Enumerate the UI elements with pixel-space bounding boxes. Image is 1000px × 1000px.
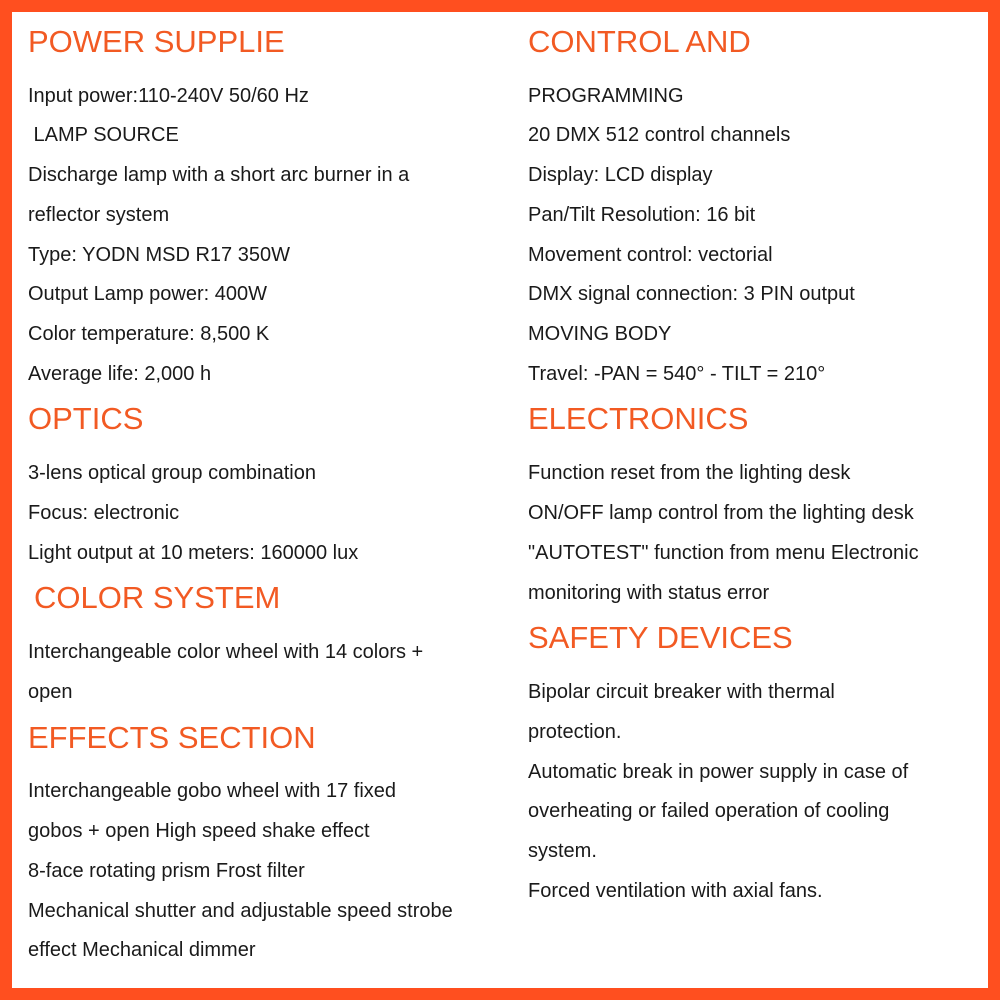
control-line-4: Pan/Tilt Resolution: 16 bit — [528, 204, 756, 226]
safety-line-1: Bipolar circuit breaker with thermal — [528, 681, 835, 703]
control-line-8: Travel: -PAN = 540° - TILT = 210° — [528, 363, 826, 385]
power-line-6: Output Lamp power: 400W — [28, 283, 268, 305]
effects-line-5: effect Mechanical dimmer — [28, 939, 256, 961]
color-line-1: Interchangeable color wheel with 14 colors + — [28, 641, 424, 663]
safety-line-5: system. — [528, 840, 597, 862]
control-line-2: 20 DMX 512 control channels — [528, 124, 791, 146]
electronics-line-2: ON/OFF lamp control from the lighting desk — [528, 502, 914, 524]
optics-line-1: 3-lens optical group combination — [28, 462, 316, 484]
effects-line-1: Interchangeable gobo wheel with 17 fixed — [28, 780, 397, 802]
electronics-line-3: "AUTOTEST" function from menu Electronic — [528, 542, 919, 564]
power-line-7: Color temperature: 8,500 K — [28, 323, 270, 345]
power-line-2: LAMP SOURCE — [28, 124, 179, 146]
power-line-3: Discharge lamp with a short arc burner in a — [28, 164, 410, 186]
safety-line-3: Automatic break in power supply in case of — [528, 761, 909, 783]
heading-power-supplie: POWER SUPPLIE — [28, 24, 285, 59]
power-line-5: Type: YODN MSD R17 350W — [28, 244, 290, 266]
electronics-line-4: monitoring with status error — [528, 582, 770, 604]
control-line-3: Display: LCD display — [528, 164, 713, 186]
heading-control: CONTROL AND — [528, 24, 751, 59]
control-line-7: MOVING BODY — [528, 323, 672, 345]
heading-color-system: COLOR SYSTEM — [34, 580, 281, 615]
control-line-5: Movement control: vectorial — [528, 244, 773, 266]
heading-safety-devices: SAFETY DEVICES — [528, 620, 793, 655]
optics-line-2: Focus: electronic — [28, 502, 180, 524]
safety-line-6: Forced ventilation with axial fans. — [528, 880, 823, 902]
power-line-1: Input power:110-240V 50/60 Hz — [28, 85, 309, 107]
effects-line-3: 8-face rotating prism Frost filter — [28, 860, 305, 882]
effects-line-4: Mechanical shutter and adjustable speed strobe — [28, 900, 453, 922]
color-line-2: open — [28, 681, 73, 703]
heading-optics: OPTICS — [28, 401, 144, 436]
heading-electronics: ELECTRONICS — [528, 401, 749, 436]
control-line-1: PROGRAMMING — [528, 85, 684, 107]
power-line-4: reflector system — [28, 204, 170, 226]
optics-line-3: Light output at 10 meters: 160000 lux — [28, 542, 359, 564]
safety-line-4: overheating or failed operation of cooling — [528, 800, 890, 822]
power-line-8: Average life: 2,000 h — [28, 363, 212, 385]
control-line-6: DMX signal connection: 3 PIN output — [528, 283, 855, 305]
effects-line-2: gobos + open High speed shake effect — [28, 820, 370, 842]
heading-effects-section: EFFECTS SECTION — [28, 720, 316, 755]
electronics-line-1: Function reset from the lighting desk — [528, 462, 851, 484]
safety-line-2: protection. — [528, 721, 622, 743]
